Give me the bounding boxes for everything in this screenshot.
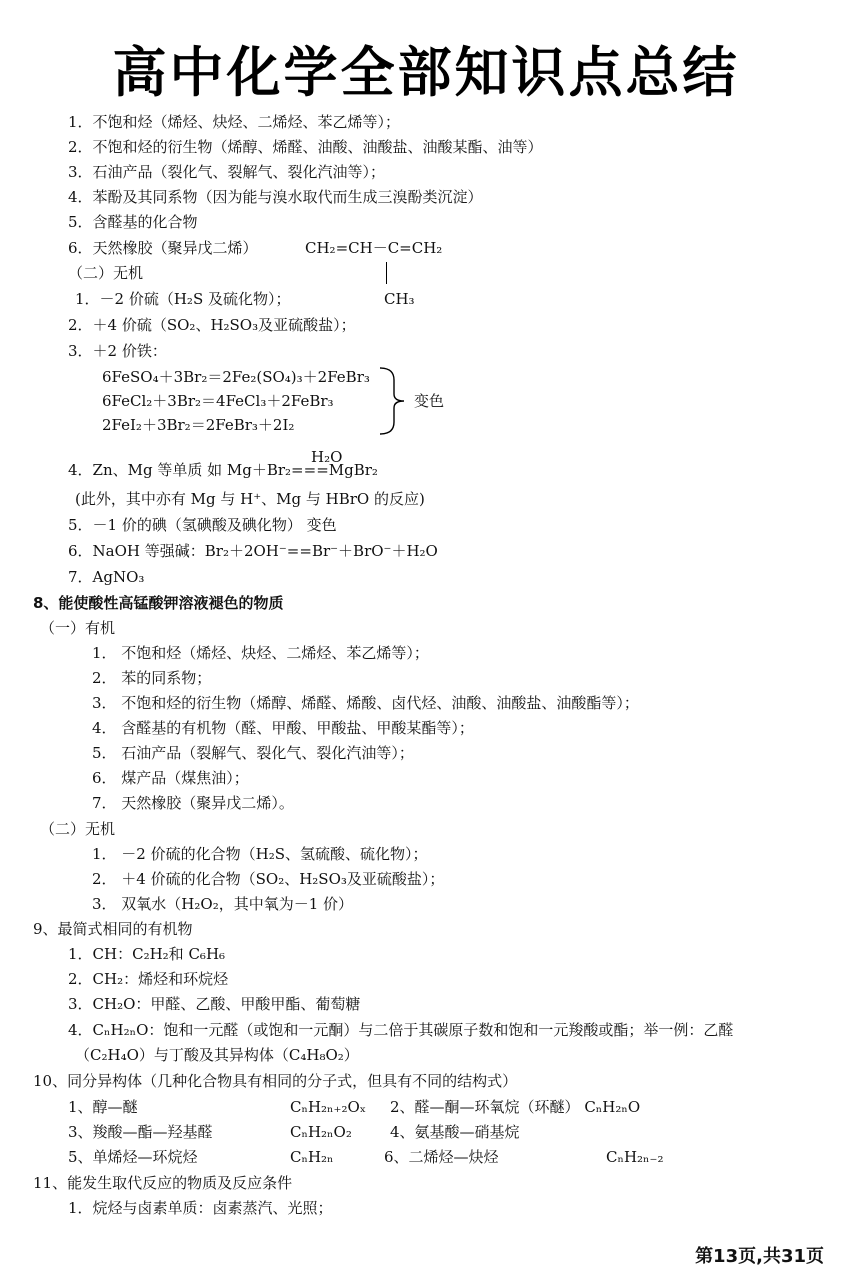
text-line: 5． 石油产品（裂解气、裂化气、裂化汽油等）；: [92, 744, 414, 762]
text-line: 10、同分异构体（几种化合物具有相同的分子式，但具有不同的结构式）: [33, 1072, 518, 1090]
text-line: 5、单烯烃—环烷烃: [68, 1148, 198, 1166]
text-line: 1、醇—醚: [68, 1098, 138, 1116]
text-line: CₙH₂ₙO₂: [290, 1123, 352, 1141]
text-line: 3．石油产品（裂化气、裂解气、裂化汽油等）；: [68, 163, 386, 181]
text-line: 1．不饱和烃（烯烃、炔烃、二烯烃、苯乙烯等）；: [68, 113, 401, 131]
text-line: H₂O: [311, 448, 343, 466]
text-line: 4． 含醛基的有机物（醛、甲酸、甲酸盐、甲酸某酯等）；: [92, 719, 474, 737]
text-line: 2． ＋4 价硫的化合物（SO₂、H₂SO₃及亚硫酸盐）；: [92, 870, 445, 888]
text-line: 4．Zn、Mg 等单质 如 Mg＋Br₂===MgBr₂: [68, 461, 378, 479]
text-line: 4．CₙH₂ₙO：饱和一元醛（或饱和一元酮）与二倍于其碳原子数和饱和一元羧酸或酯；举一例：乙醛: [68, 1021, 734, 1039]
text-line: 变色: [414, 392, 445, 410]
text-line: 2．CH₂：烯烃和环烷烃: [68, 970, 229, 988]
text-line: 3．＋2 价铁：: [68, 342, 167, 360]
text-line: (此外，其中亦有 Mg 与 H⁺、Mg 与 HBrO 的反应): [75, 490, 425, 508]
page-number: 第13页,共31页: [695, 1246, 824, 1267]
text-line: 9、最简式相同的有机物: [33, 920, 193, 938]
text-line: 2FeI₂＋3Br₂＝2FeBr₃＋2I₂: [102, 416, 295, 434]
text-line: 8、能使酸性高锰酸钾溶液褪色的物质: [33, 594, 284, 612]
text-line: CH₂=CH－C=CH₂: [305, 239, 443, 257]
page-title: 高中化学全部知识点总结: [112, 41, 740, 104]
text-line: （二）无机: [40, 820, 116, 838]
text-line: 2、醛—酮—环氧烷（环醚） CₙH₂ₙO: [390, 1098, 641, 1116]
text-line: 3． 双氧水（H₂O₂，其中氧为－1 价）: [92, 895, 354, 913]
text-line: 1．－2 价硫（H₂S 及硫化物）；: [75, 290, 291, 308]
text-line: 5．－1 价的碘（氢碘酸及碘化物） 变色: [68, 516, 337, 534]
text-line: 6FeCl₂＋3Br₂＝4FeCl₃＋2FeBr₃: [102, 392, 334, 410]
text-line: 6、二烯烃—炔烃: [384, 1148, 499, 1166]
text-line: CₙH₂ₙ₊₂Oₓ: [290, 1098, 367, 1116]
right-brace-icon: [378, 366, 408, 436]
text-line: 7． 天然橡胶（聚异戊二烯）。: [92, 794, 294, 812]
text-line: 1． 不饱和烃（烯烃、炔烃、二烯烃、苯乙烯等）；: [92, 644, 429, 662]
text-line: 6．天然橡胶（聚异戊二烯）: [68, 239, 258, 257]
text-line: 6． 煤产品（煤焦油）；: [92, 769, 249, 787]
text-line: 4．苯酚及其同系物（因为能与溴水取代而生成三溴酚类沉淀）: [68, 188, 483, 206]
text-line: （C₂H₄O）与丁酸及其异构体（C₄H₈O₂）: [75, 1046, 359, 1064]
text-line: 4、氨基酸—硝基烷: [390, 1123, 520, 1141]
text-line: CₙH₂ₙ: [290, 1148, 334, 1166]
text-line: 2．不饱和烃的衍生物（烯醇、烯醛、油酸、油酸盐、油酸某酯、油等）: [68, 138, 543, 156]
text-line: CH₃: [384, 290, 415, 308]
text-line: 1．CH：C₂H₂和 C₆H₆: [68, 945, 226, 963]
text-line: 2．＋4 价硫（SO₂、H₂SO₃及亚硫酸盐）；: [68, 316, 356, 334]
text-line: 7．AgNO₃: [68, 568, 145, 586]
text-line: 5．含醛基的化合物: [68, 213, 198, 231]
text-line: 2． 苯的同系物；: [92, 669, 212, 687]
text-line: （二）无机: [68, 264, 144, 282]
text-line: 3． 不饱和烃的衍生物（烯醇、烯醛、烯酸、卤代烃、油酸、油酸盐、油酸酯等）；: [92, 694, 639, 712]
bond-line: [386, 262, 387, 284]
text-line: 6FeSO₄＋3Br₂＝2Fe₂(SO₄)₃＋2FeBr₃: [102, 368, 370, 386]
text-line: 1．烷烃与卤素单质：卤素蒸汽、光照；: [68, 1199, 333, 1217]
text-line: 11、能发生取代反应的物质及反应条件: [33, 1174, 293, 1192]
text-line: CₙH₂ₙ₋₂: [606, 1148, 664, 1166]
text-line: 3．CH₂O：甲醛、乙酸、甲酸甲酯、葡萄糖: [68, 995, 361, 1013]
text-line: 3、羧酸—酯—羟基醛: [68, 1123, 213, 1141]
text-line: （一）有机: [40, 619, 116, 637]
text-line: 1． －2 价硫的化合物（H₂S、氢硫酸、硫化物）；: [92, 845, 428, 863]
text-line: 6．NaOH 等强碱：Br₂＋2OH⁻==Br⁻＋BrO⁻＋H₂O: [68, 542, 438, 560]
